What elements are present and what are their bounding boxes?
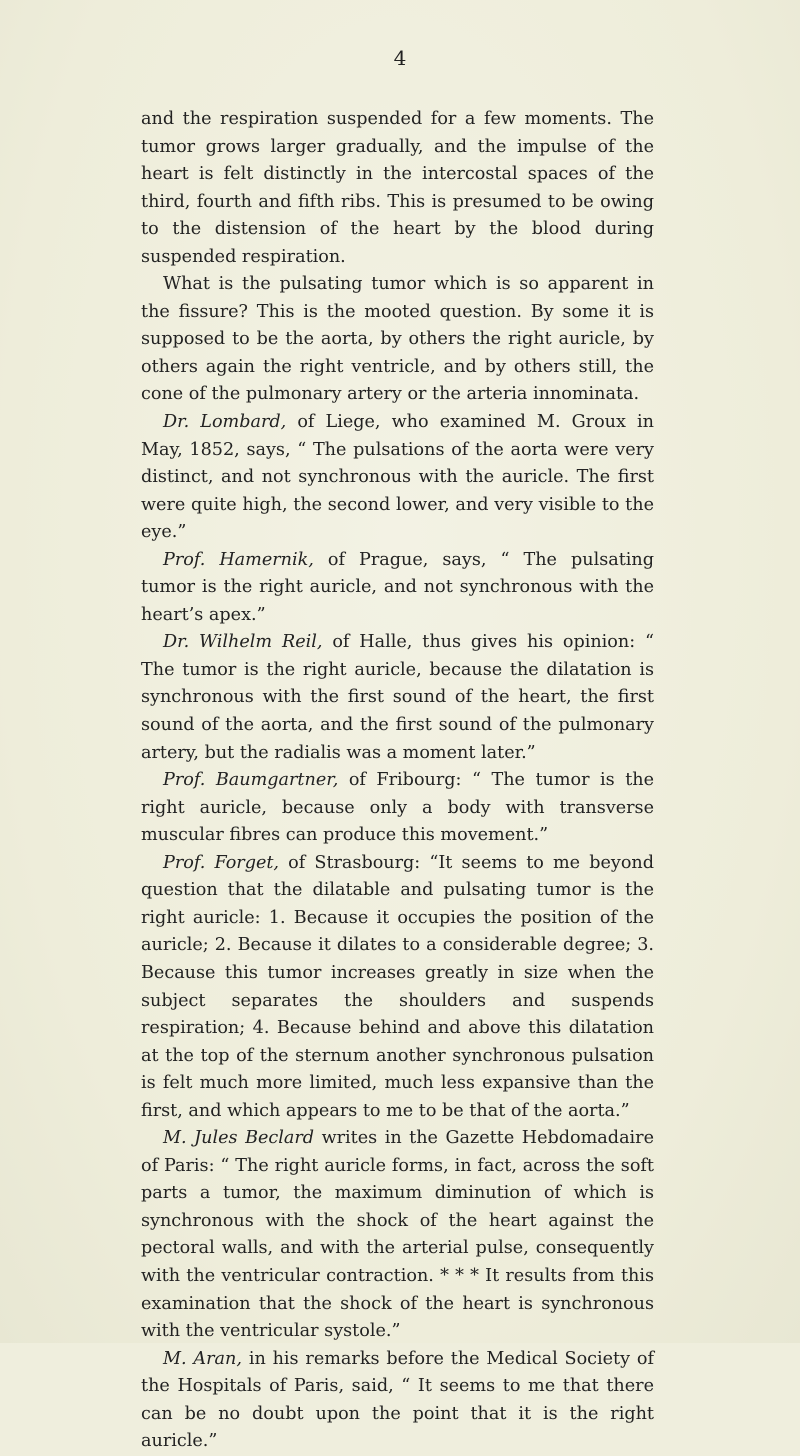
author-name: Dr. Wilhelm Reil, (163, 632, 323, 653)
paragraph-text: of Prague, says, “ The pulsating tumor is the right auricle, and not synchronous with the heart’s apex.” (141, 549, 654, 625)
body-text (141, 106, 654, 1456)
author-name: Prof. Hamernik, (163, 549, 314, 570)
paragraph-text: of Strasbourg: “It seems to me beyond question that the dilatable and pulsating tumor is the right auricle: 1. Because it occupies the position of the auricle; 2. Because it dilates to a considerable degree; 3. Because this tumor increases greatly in size when the subject separates the shoulders and suspends respiration; 4. Because behind and above this dilatation at the top of the sternum another synchronous pulsation is felt much more limited, much less expansive than the first, and which appears to me to be that of the aorta.” (141, 852, 655, 1121)
paragraph-hamernik (141, 547, 654, 630)
author-name: Prof. Forget, (163, 852, 280, 873)
paragraph-text: What is the pulsating tumor which is so apparent in the fissure? This is the mooted question. By some it is supposed to be the aorta, by others the right auricle, by others again the right ventricle, and by others still, the cone of the pulmonary artery or the arteria innominata. (141, 274, 654, 405)
paragraph-baumgartner (141, 767, 654, 850)
paragraph-beclard (141, 1125, 654, 1345)
paragraph-question (141, 271, 654, 409)
page-number: 4 (393, 46, 407, 70)
paragraph-text: writes in the Gazette Hebdomadaire of Paris: “ The right auricle forms, in fact, across the soft parts a tumor, the maximum diminution of which is synchronous with the shock of the heart against the pectoral walls, and with the arterial pulse, consequently with the ventricular contraction. * * * It results from this examination that the shock of the heart is synchronous with the ventricular systole.” (141, 1128, 655, 1342)
paragraph-text: and the respiration suspended for a few moments. The tumor grows larger gradually, and the impulse of the heart is felt distinctly in the intercostal spaces of the third, fourth and fifth ribs. This is presumed to be owing to the distension of the heart by the blood during suspended respiration. (141, 109, 654, 267)
author-name: Dr. Lombard, (163, 412, 287, 433)
author-name: M. Aran, (163, 1348, 242, 1369)
paragraph-aran (141, 1346, 654, 1456)
paragraph-respiration (141, 106, 654, 271)
paragraph-lombard (141, 409, 654, 547)
paragraph-forget (141, 850, 654, 1125)
paragraph-text: of Fribourg: “ The tumor is the right auricle, because only a body with transverse muscular fibres can produce this movement.” (141, 770, 655, 846)
paragraph-reil (141, 629, 654, 767)
paragraph-text: of Liege, who examined M. Groux in May, 1852, says, “ The pulsations of the aorta were very distinct, and not synchronous with the auricle. The first were quite high, the second lower, and very visible to the eye.” (141, 412, 654, 543)
author-name: M. Jules Beclard (163, 1128, 315, 1149)
author-name: Prof. Baumgartner, (163, 770, 339, 791)
paragraph-text: in his remarks before the Medical Society of the Hospitals of Paris, said, “ It seems to me that there can be no doubt upon the point that it is the right auricle.” (141, 1348, 655, 1452)
paragraph-text: of Halle, thus gives his opinion: “ The tumor is the right auricle, because the dilatation is synchronous with the first sound of the heart, the first sound of the aorta, and the first sound of the pulmonary artery, but the radialis was a moment later.” (141, 632, 654, 763)
